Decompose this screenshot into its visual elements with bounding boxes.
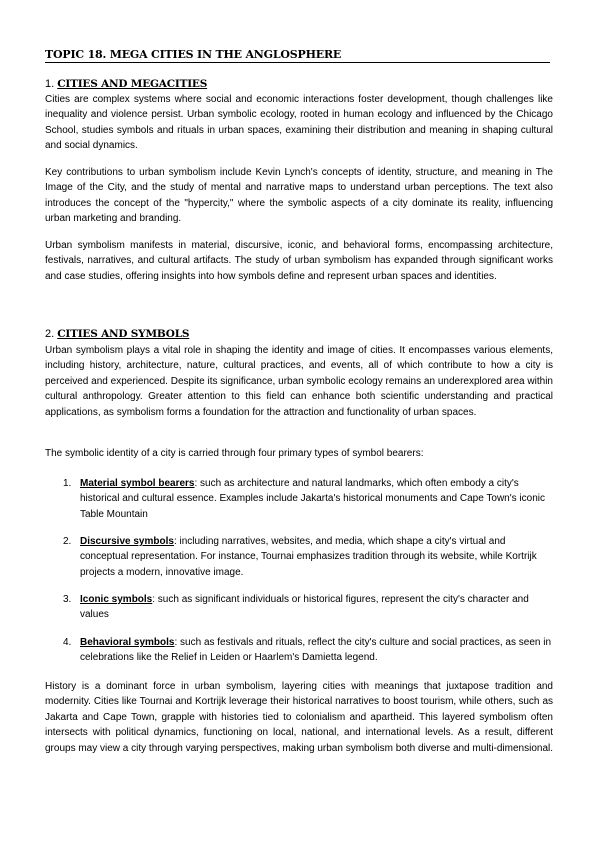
- section-number: 1.: [45, 78, 58, 90]
- section-heading-text: CITIES AND MEGACITIES: [57, 78, 208, 90]
- paragraph: Urban symbolism plays a vital role in shaping the identity and image of cities. It encompasses various elements, including history, architecture, nature, cultural practices, and events, all of which contribute to how a city is perceived and experienced. Despite its significance, urban symbolic ecology remains an underexplored area within cultural anthropology. Greater attention to this field can enhance both scientific understanding and practical applications, as symbolism forms a foundation for the attraction and functionality of urban spaces.: [45, 345, 553, 418]
- list-term: Material symbol bearers: [80, 478, 195, 489]
- list-number: 3.: [63, 594, 72, 605]
- list-item: [63, 534, 555, 580]
- list-term: Iconic symbols: [80, 594, 153, 605]
- list-number: 2.: [63, 536, 72, 547]
- paragraph: Urban symbolism manifests in material, discursive, iconic, and behavioral forms, encompassing architecture, festivals, narratives, and cultural artifacts. The study of urban symbolism has expanded through significant works and case studies, offering insights into how symbols define and represent urban spaces and identities.: [45, 240, 553, 282]
- page-title: TOPIC 18. MEGA CITIES IN THE ANGLOSPHERE: [45, 48, 550, 63]
- section-heading-1: [45, 77, 207, 91]
- list-item: [63, 635, 555, 666]
- list-term: Behavioral symbols: [80, 637, 175, 648]
- paragraph: History is a dominant force in urban symbolism, layering cities with meanings that juxtapose tradition and modernity. Cities like Tournai and Kortrijk leverage their historical narratives to boost tourism, while others, such as Jakarta and Cape Town, grapple with histories tied to colonialism and apartheid. This layered symbolism often intersects with political dynamics, functioning on local, national, and international levels. As a result, different groups may view a city through varying perspectives, making urban symbolism both diverse and multi-dimensional.: [45, 681, 554, 754]
- list-text: : such as significant individuals or historical figures, represent the city's character and values: [80, 594, 529, 621]
- section-number: 2.: [45, 328, 58, 340]
- list-item: [63, 476, 555, 522]
- list-term: Discursive symbols: [80, 536, 174, 547]
- list-text: : such as festivals and rituals, reflect the city's culture and social practices, as seen in celebrations like the Relief in Leiden or Haarlem's Damietta legend.: [80, 637, 552, 664]
- list-number: 1.: [63, 478, 72, 489]
- list-number: 4.: [63, 637, 72, 648]
- paragraph: The symbolic identity of a city is carried through four primary types of symbol bearers:: [45, 448, 424, 459]
- paragraph: Cities are complex systems where social and economic interactions foster development, though challenges like inequality and violence persist. Urban symbolic ecology, rooted in human ecology and influenced by the Chicago School, studies symbols and rituals in urban spaces, examining their distribution and meaning in shaping cultural and social dynamics.: [45, 94, 553, 152]
- list-text: : such as architecture and natural landmarks, which often embody a city's historical and cultural essence. Examples include Jakarta's historical monuments and Cape Town's iconic Table Mountain: [80, 478, 545, 520]
- list-item: [63, 592, 555, 623]
- section-heading-2: [45, 327, 189, 341]
- list-text: : including narratives, websites, and media, which shape a city's virtual and conceptual representation. For instance, Tournai emphasizes tradition through its website, while Kortrijk projects a modern, innovative image.: [80, 536, 537, 578]
- paragraph: Key contributions to urban symbolism include Kevin Lynch's concepts of identity, structure, and meaning in The Image of the City, and the study of mental and narrative maps to understand urban perceptions. The text also introduces the concept of the "hypercity," where the symbolic aspects of a city dominate its reality, influencing urban marketing and branding.: [45, 167, 553, 225]
- section-heading-text: CITIES AND SYMBOLS: [57, 328, 190, 340]
